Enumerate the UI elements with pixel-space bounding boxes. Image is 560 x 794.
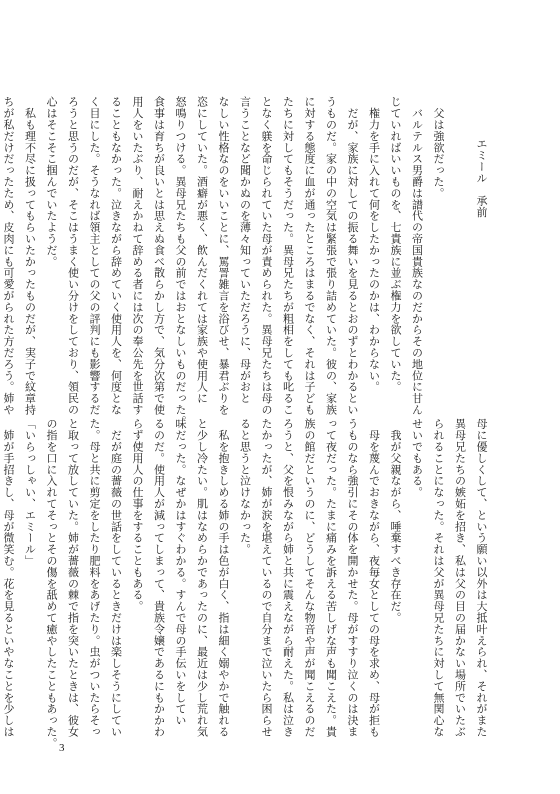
text-line: たかったが、姉が涙を堪えているので自分まで泣いたら困らせ — [260, 418, 273, 738]
text-line: 心はそこそこ掴んでいたようだ。 — [45, 96, 58, 267]
text-line: 私を抱きしめる姉の手は色が白く、指は細く嫋やかで触れる — [217, 418, 230, 738]
text-line: 権力を手に入れて何をしたかったのかは、わからない。 — [367, 96, 381, 393]
page-number: 3 — [59, 742, 65, 754]
text-line: だが庭の薔薇の世話をしているときだけは楽しそうにしてい — [109, 418, 123, 738]
text-line: と少し冷たい。肌はなめらかであったのに、最近は少し荒れ気 — [195, 418, 209, 738]
text-line: たちに対してもそうだった。異母兄たちが粗相をしても叱るこ — [281, 96, 295, 416]
text-line: 私も理不尽に扱ってもらいたかったものだが、実子で紋章持 — [23, 96, 37, 416]
text-line: 姉が手招きし、母が微笑む。花を見るといやなことを少しは — [2, 418, 15, 738]
text-line: られることになった。それは父が異母兄たちに対して無関心な — [432, 418, 445, 738]
text-line: 味だった。なぜかはすぐわかる。すんで母の手伝いをしてい — [174, 418, 187, 726]
lower-text-block — [2, 418, 492, 749]
text-line: 「いらっしゃい、エミール」 — [23, 418, 37, 567]
text-line: なしい性格なのをいいことに、罵詈雑言を浴びせ、暴君ぶりを — [217, 96, 230, 416]
text-line: 用人をいたぶり、耐えかねて辞める者には次の奉公先を世話す — [131, 96, 144, 416]
text-line: 食事は育ちが良いとは思えぬ食べ散らかし方で、気分次第で使 — [152, 96, 166, 416]
text-line: バルテルス男爵は譜代の帝国貴族なのだからその地位に甘ん — [410, 96, 424, 416]
blank-line — [449, 96, 471, 376]
text-line: に対する態度に血が通ったところはまるでなく、それは子ども — [303, 96, 316, 416]
text-line: 族の館だというのに、どうしてそんな物音や声が聞こえるのだ — [303, 418, 316, 738]
text-line: た。母と共に剪定をしたり肥料をあげたり。虫がついたらそっ — [88, 418, 101, 738]
text-line: ることもなかった。泣きながら辞めていく使用人を、何度とな — [109, 96, 123, 416]
text-line: く目にした。そうなれば領主としての父の評判にも影響するだ — [88, 96, 101, 416]
text-line: ろうと、父を恨みながら姉と共に震えながら耐えた。私は泣き — [281, 418, 295, 738]
text-line: うものなら強引にその体を開かせた。母がすすり泣くのは決ま — [346, 418, 359, 738]
text-line: ちが私だけだったため、皮肉にも可愛がられた方だろう。姉や — [2, 96, 15, 416]
text-line: 異母兄たちの嫉妬を招き、私は父の目の届かない場所でいたぶ — [453, 418, 467, 738]
text-line: と取って放していた。姉が薔薇の棘で指を突いたときは、彼女 — [66, 418, 80, 738]
text-line: らず使用人の仕事をすることもある。 — [131, 418, 144, 612]
text-line: 怒鳴りつける。異母兄たちも父の前ではおとなしいものだった。 — [174, 96, 187, 427]
text-line: 父は強欲だった。 — [432, 96, 445, 199]
text-line: だが、家族に対しての振る舞いを見るとおのずとわかるとい — [346, 96, 359, 416]
text-line: って夜だった。たまに痛みを訴える苦しげな声も聞こえた。貴 — [324, 418, 338, 738]
text-line: の指を口に入れてそっとその傷を舐めて癒やしたこともあった。 — [45, 418, 58, 749]
text-line: せいでもある。 — [410, 418, 424, 498]
text-line: 恣にしていた。酒癖が悪く、飲んだくれては家族や使用人に — [195, 96, 209, 404]
text-line: ると思うと泣けなかった。 — [238, 418, 252, 555]
text-line: 我が父親ながら、唾棄すべき存在だ。 — [389, 418, 402, 624]
chapter-title: エミール 承前 — [475, 138, 488, 218]
text-line: となく躾を命じられていた母が責められた。異母兄たちは母の — [260, 96, 273, 416]
text-line: じていればいいものを、七貴族に並ぶ権力を欲していた。 — [389, 96, 402, 393]
text-line: うものだ。家の中の空気は緊張で張り詰めていた。彼の、家族 — [324, 96, 338, 416]
text-line: 母に優しくして、という願い以外は大抵叶えられ、それがまた — [475, 418, 488, 738]
text-line: ろうと思うのだが、そこはうまく使い分けをしており、領民の — [66, 96, 80, 416]
upper-text-block — [2, 96, 492, 427]
text-line: 言うことなど聞かぬのを薄々知っていただろうに、母がおと — [238, 96, 252, 404]
text-line: るのだ。使用人が減ってしまって、貴族令嬢であるにもかかわ — [152, 418, 166, 738]
text-line: 母を蔑んでおきながら、夜毎女としての母を求め、母が拒も — [367, 418, 381, 738]
